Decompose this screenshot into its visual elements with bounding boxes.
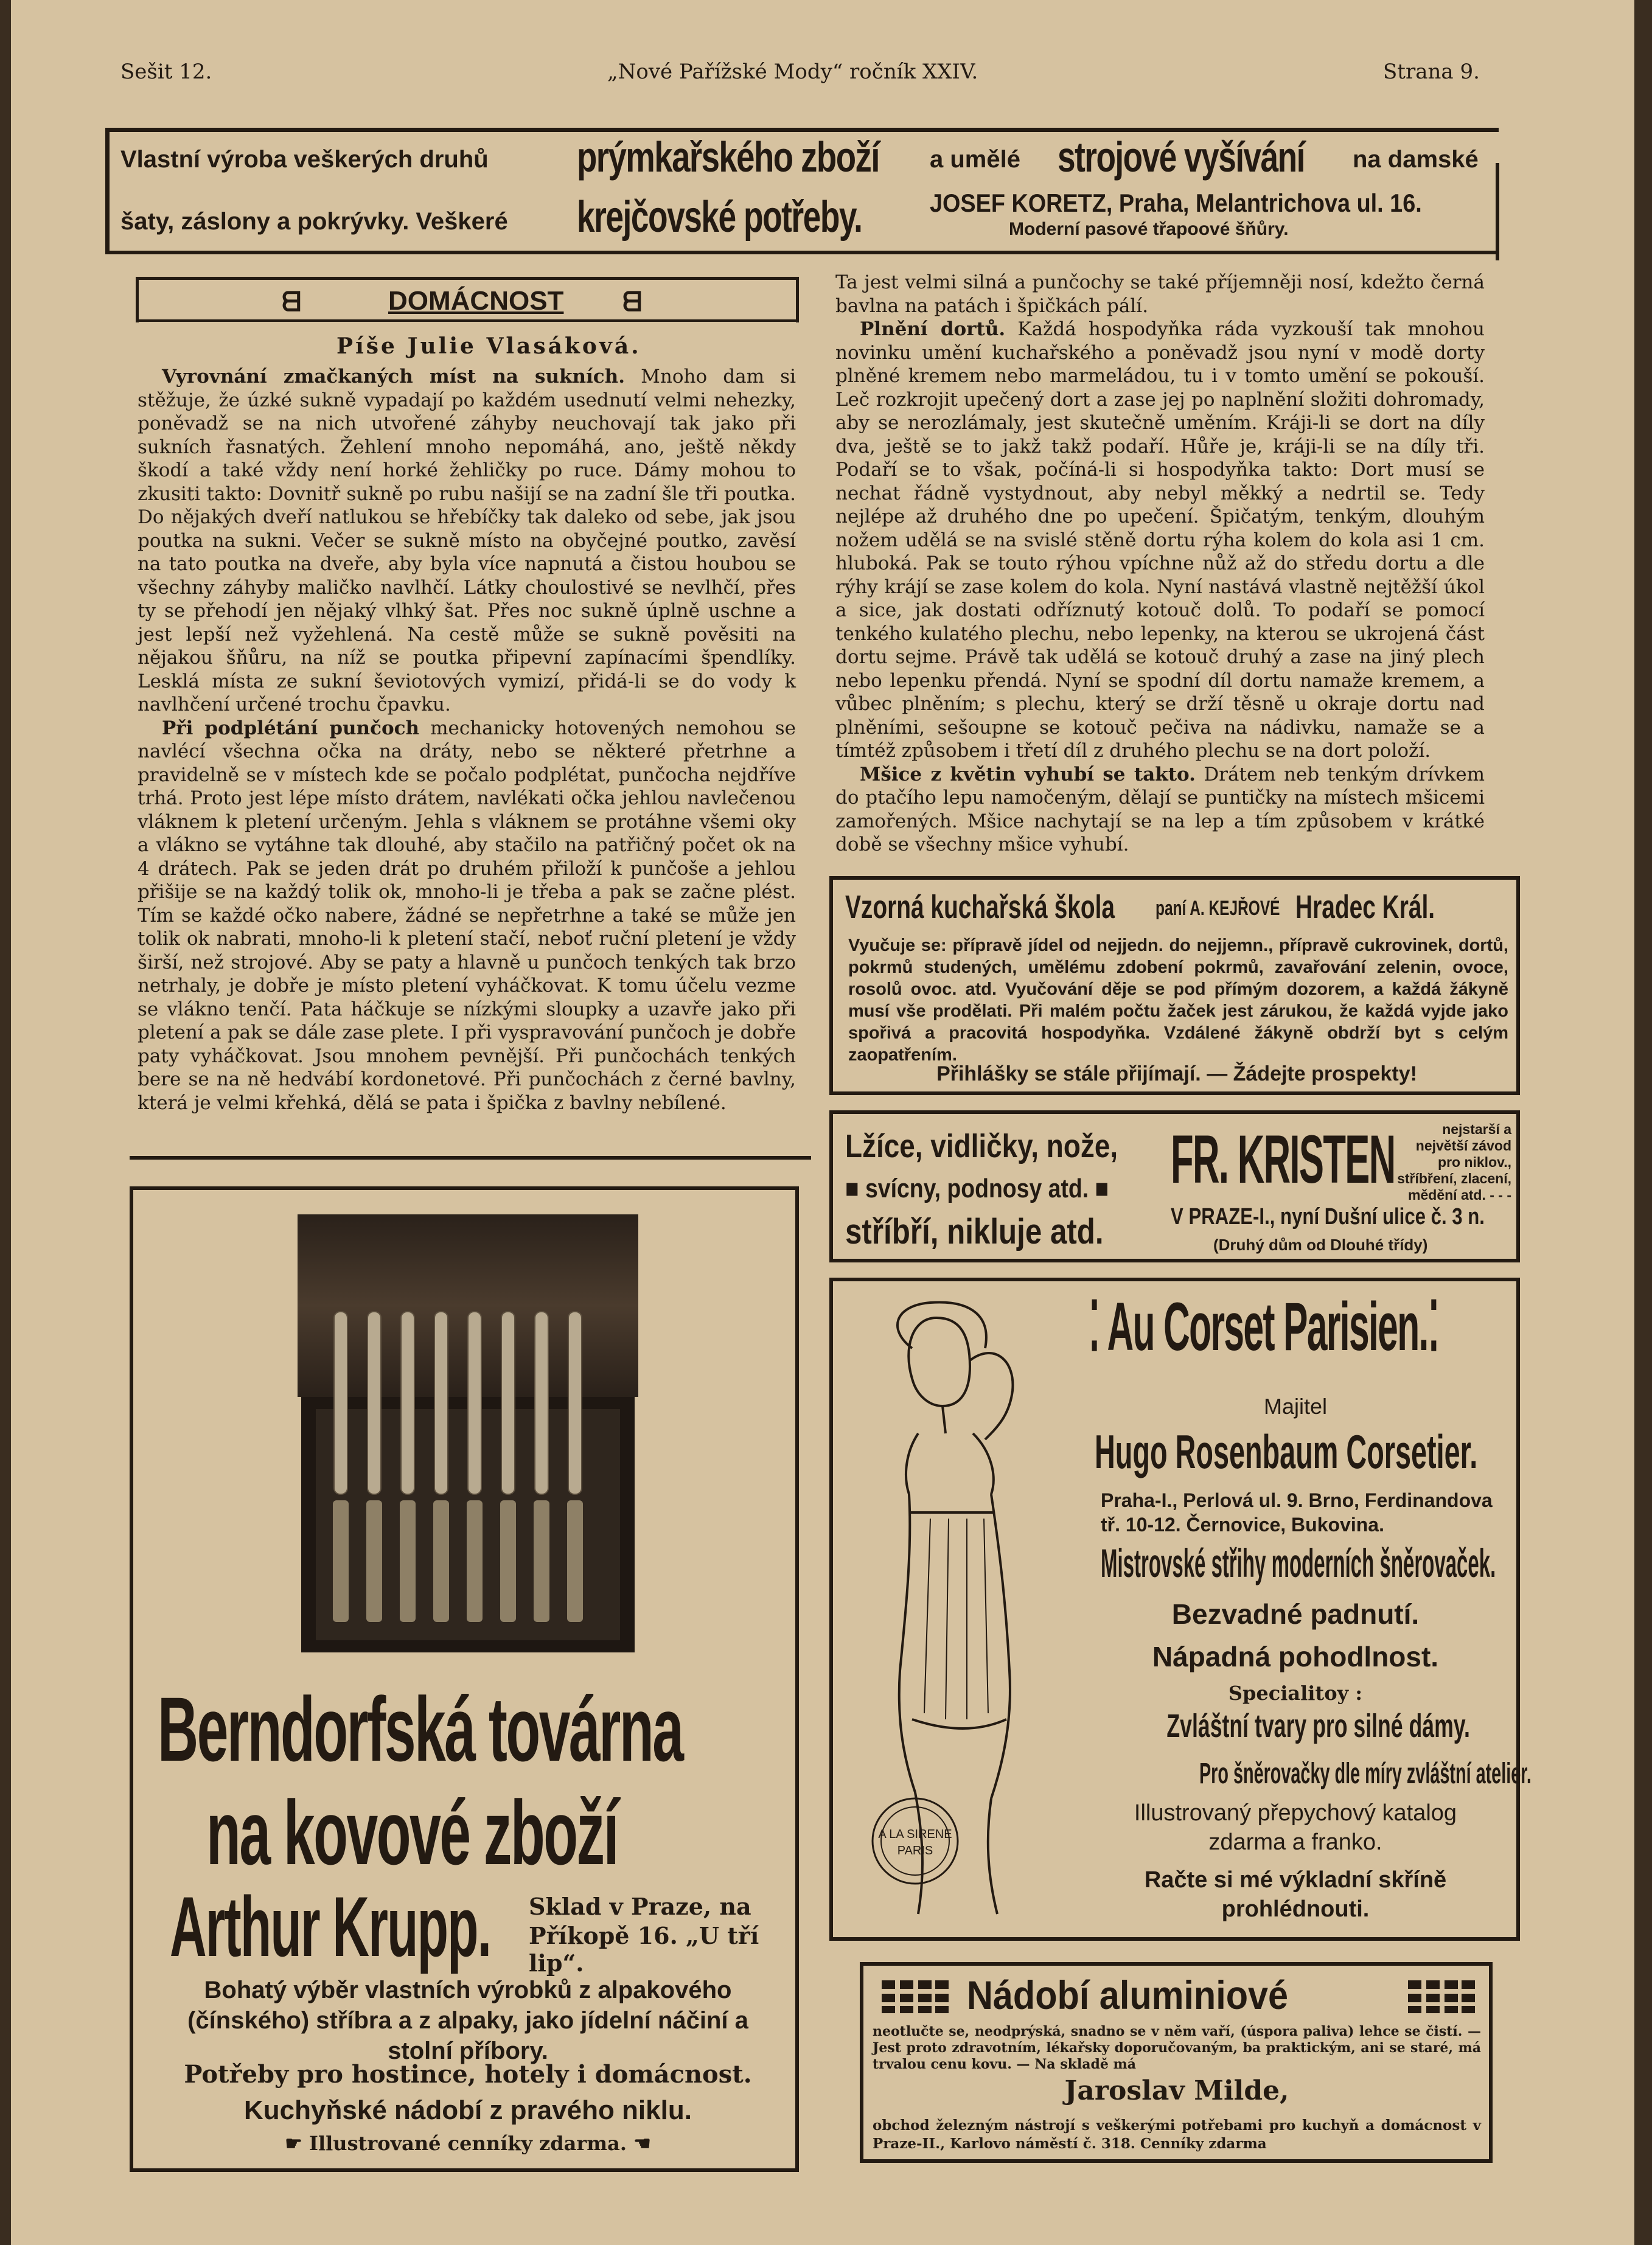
ad-top-headline: prýmkařského zboží bbox=[577, 133, 879, 181]
ad-corset-parisien bbox=[829, 1278, 1532, 1941]
pointing-hand-icon: ☚ bbox=[626, 2132, 651, 2155]
ad-kristen-address: V PRAZE-I., nyní Dušní ulice č. 3 n. bbox=[1171, 1204, 1485, 1230]
ad-berndorf-title: na kovové zboží bbox=[206, 1781, 618, 1884]
ad-berndorf bbox=[130, 1186, 799, 2172]
ad-kuchar-footer: Přihlášky se stále přijímají. — Žádejte prospekty! bbox=[936, 1062, 1417, 1085]
pointing-hand-icon: ☛ bbox=[285, 2132, 310, 2155]
ad-top-company: JOSEF KORETZ, Praha, Melantrichova ul. 16. bbox=[930, 189, 1422, 217]
ornament-icon bbox=[1408, 1978, 1475, 2017]
ad-kuchar-text: Vyučuje se: přípravě jídel od nejjedn. do nejjemn., přípravě cukrovinek, dortů, pokrmů studených, umělému zdobení pokrmů, zavařování zelenin, ovoce, rosolů ovoc. atd. Vyučování děje se pod přímým dozorem, a každá žákyně musí vše prodělati. Při malém počtu žaček jest zárukou, že každá vyjde jako spořivá a pracovitá hospodyňka. Vzdálené žákyně obdrží byt s celým zaopatřením. bbox=[848, 936, 1508, 1065]
paragraph: Mšice z květin vyhubí se takto. Drátem neb tenkým drívkem do ptačího lepu namočeným, dělají se puntičky na místech mšicemi zamořených. Mšice nachytají se na lep a tím způsobem v krátké době se všechny mšice vyhubí. bbox=[835, 763, 1485, 855]
paragraph: Vyrovnání zmačkaných míst na sukních. Mnoho dam si stěžuje, že úzké sukně vypadají po každém usednutí velmi nehezky, poněvadž se na nich utvořené záhyby neuchovají tak jako při sukních řasnatých. Žehlení mnoho nepomáhá, ano, ještě někdy škodí a také vždy není horké žehličky po ruce. Dámy mohou to zkusiti takto: Dovnitř sukně po rubu našijí se na zadní šle tři poutka. Do nějakých dveří natlukou se hřebíčky tak daleko od sebe, jak jsou poutka na sukni. Večer se sukně místo na obyčejné poutko, zavěsí na tato poutka na dveře, aby byla více napnutá a čistou houbou se všechny záhyby maličko navlhčí. Látky choulostivé se nevlhčí, přes ty se přehodí jen nějaký vlhký šat. Přes noc sukně úplně uschne a jest lepší než vyžehlená. Na cestě může se sukně pověsiti na nějakou šňůru, na níž se poutka připevní zapínacími špendlíky. Lesklá místa ze sukní ševiotových vymizí, přidá-li se do vody k navlhčení určené trochu čpavku. bbox=[138, 366, 796, 715]
ad-alu-name: Jaroslav Milde, bbox=[1064, 2075, 1289, 2106]
ad-corset-line: Mistrovské střihy moderních šněrovaček. bbox=[1101, 1540, 1496, 1585]
ad-kuchar-teacher: paní A. KEJŘOVÉ bbox=[1155, 897, 1280, 920]
ad-kristen-brand: FR. KRISTEN bbox=[1171, 1121, 1395, 1197]
header-center: „Nové Pařížské Mody“ ročník XXIV. bbox=[607, 60, 978, 84]
cutlery-case-image bbox=[298, 1214, 638, 1652]
ad-corset-line: Pro šněrovačky dle míry zvláštní atelier. bbox=[1199, 1758, 1532, 1790]
ad-top-text: šaty, záslony a pokrývky. Veškeré bbox=[120, 208, 508, 235]
ad-corset-owner-label: Majitel bbox=[1263, 1394, 1328, 1419]
ad-kristen-note: (Druhý dům od Dlouhé třídy) bbox=[1213, 1236, 1428, 1254]
header-left: Sešit 12. bbox=[120, 60, 212, 84]
ad-top-subline: Moderní pasové třapoové šňůry. bbox=[1009, 219, 1289, 239]
ad-berndorf-store: Příkopě 16. „U tří lip“. bbox=[529, 1922, 759, 1977]
divider bbox=[130, 1156, 811, 1160]
ad-corset-address: Praha-I., Perlová ul. 9. Brno, Ferdinandova tř. 10-12. Černovice, Bukovina. bbox=[1101, 1489, 1493, 1536]
article-right-column bbox=[835, 271, 1485, 857]
ad-corset-owner: Hugo Rosenbaum Corsetier. bbox=[1095, 1425, 1478, 1478]
ad-berndorf-store: Sklad v Praze, na bbox=[529, 1893, 751, 1920]
ad-nadobi-aluminiove bbox=[860, 1962, 1493, 2163]
ad-top-headline: strojové vyšívání bbox=[1058, 133, 1305, 181]
ad-berndorf-name: Arthur Krupp. bbox=[170, 1879, 491, 1974]
ad-kuchar-city: Hradec Král. bbox=[1295, 889, 1435, 925]
ad-alu-text: obchod železným nástrojí s veškerými potřebami pro kuchyň a domácnost v Praze-II., Karlovo náměstí č. 318. Cenníky zdarma bbox=[873, 2117, 1481, 2152]
ad-kucharska-skola bbox=[829, 876, 1520, 1095]
ad-berndorf-desc: Bohatý výběr vlastních výrobků z alpakového (čínského) stříbra a z alpaky, jako jídelní náčiní a stolní příbory. bbox=[187, 1977, 748, 2064]
newspaper-page bbox=[11, 0, 1634, 2245]
ad-corset-line: Specialitoy : bbox=[1228, 1682, 1363, 1705]
ad-kristen-line: Lžíce, vidličky, nože, bbox=[845, 1128, 1118, 1164]
ad-berndorf-line: Kuchyňské nádobí z pravého niklu. bbox=[244, 2095, 692, 2125]
ornament-icon bbox=[882, 1978, 949, 2017]
ad-berndorf-line: Potřeby pro hostince, hotely i domácnost. bbox=[184, 2060, 752, 2089]
paragraph: Ta jest velmi silná a punčochy se také příjemněji nosí, kdežto černá bavlna na patách i špičkách pálí. bbox=[835, 271, 1485, 317]
corset-seal-text: A LA SIRENE bbox=[878, 1828, 952, 1841]
ad-kristen-line: stříbří, nikluje atd. bbox=[845, 1212, 1104, 1251]
ad-top-text: a umělé bbox=[930, 146, 1020, 173]
ad-top-text: Vlastní výroba veškerých druhů bbox=[120, 146, 489, 173]
article-author: Píše Julie Vlasáková. bbox=[336, 333, 641, 359]
corset-lady-illustration bbox=[845, 1293, 1076, 1926]
ad-corset-line: Illustrovaný přepychový katalog zdarma a franko. bbox=[1134, 1800, 1457, 1855]
ad-corset-line: Nápadná pohodlnost. bbox=[1152, 1641, 1439, 1672]
ad-alu-text: neotlučte se, neodprýská, snadno se v něm vaří, (úspora paliva) lehce se čistí. — Jest proto zdravotním, lékařsky doporučovaným, ba praktickým, ani se staré, má trvalou cenu kovu. — Na skladě má bbox=[873, 2024, 1481, 2072]
ornament-icon: ᗺ bbox=[282, 287, 301, 317]
ad-berndorf-title: Berndorfská továrna bbox=[158, 1678, 683, 1780]
header-right: Strana 9. bbox=[1383, 60, 1480, 84]
paragraph: Při podplétání punčoch mechanicky hotovených nemohou se navlécí všechna očka na dráty, nebo se některé přetrhne a pravidelně se v místech kde se počalo podplétat, punčocha nejdříve trhá. Proto jest lépe místo drátem, navlékati očka jehlou navlečenou vláknem k pletení určeným. Jehla s vláknem se protáhne všemi oky a vlákno se vytáhne tak dlouhé, aby stačilo na patřičný počet ok na 4 drátech. Pak se jeden drát po druhém přiloží k punčoše a jehlou přišije se na každý tolik ok, mnoho-li je třeba a pak se začne plést. Tím se každé očko nabere, žádné se nepřetrhne a také se může jen tolik ok nabrati, mnoho-li k pletení stačí, neboť ruční pletení je vždy širší, než strojové. Aby se paty a hlavně u punčoch tenkých tak brzo netrhaly, je dobře je místo pletení vyháčkovat. K tomu účelu vezme se vlákno tenčí. Pata háčkuje se nízkými sloupky a uzavře jako při pletení a pak se dále zase plete. I při vyspravování punčoch je dobře paty vyháčkovat. Jsou mnohem pevnější. Při punčochách tenkých bere se na ně hedvábí kordonetové. Při punčochách z černé bavlny, která je velmi křehká, dělá se pata i špička z bavlny nebílené. bbox=[138, 717, 796, 1114]
ornament-icon: ᗺ bbox=[622, 287, 642, 317]
ad-top-text: na damské bbox=[1353, 146, 1479, 173]
ad-kristen-side: nejstarší a největší závod pro niklov., stříbření, zlacení, mědění atd. - - - bbox=[1397, 1121, 1511, 1203]
ad-corset-title: ⁚ Au Corset Parisien.⁚ bbox=[1089, 1289, 1439, 1365]
paragraph: Plnění dortů. Každá hospodyňka ráda vyzkouší tak mnohou novinku umění kuchařského a poněvadž jsou nyní v modě dorty plněné kremem nebo marmeládou, tu i v tomto umění se pokouší. Leč rozkrojit upečený dort a zase jej po naplnění složiti dohromady, aby se nerozlámaly, jest skutečně uměním. Kráji-li se dort na díly dva, ještě se to jakž takž podaří. Hůře je, kráji-li se na díly tři. Podaří se to však, počíná-li si hospodyňka takto: Dort musí se nechat řádně vystydnout, aby nebyl měkký a nedrtil se. Tedy nejlépe až druhého dne po upečení. Špičatým, tenkým, dlouhým nožem udělá se na svislé stěně dortu rýha kolem do kola asi 1 cm. hluboká. Pak se touto rýhou vpíchne nůž až do středu dortu a dle rýhy krájí se zase kolem do kola. Nyní nastává vlastně nejtěžší úkol a sice, jak dostati odříznutý kotouč dolů. To podaří se pomocí tenkého kulatého plechu, nebo lepenky, na kterou se ukrojená část dortu sejme. Právě tak udělá se kotouč druhý a zase na jiný plech nebo lepenku přendá. Nyní se spodní díl dortu namaže kremem, a vůbec plněním; s plechu, který se drží těsně u okraje dortu nad plněními, sešoupne se kotouč pečiva na nádivku, namaže se a tímtéž způsobem i třetí díl z druhého plechu se na dort položí. bbox=[835, 318, 1485, 762]
ad-corset-line: Račte si mé výkladní skříně prohlédnouti. bbox=[1144, 1867, 1447, 1922]
ad-alu-title: Nádobí aluminiové bbox=[967, 1972, 1289, 2017]
ad-kristen-line: ■ svícny, podnosy atd. ■ bbox=[845, 1174, 1109, 1203]
ad-kristen bbox=[829, 1110, 1520, 1262]
ad-top-headline: krejčovské potřeby. bbox=[577, 193, 862, 242]
ad-kuchar-title: Vzorná kuchařská škola bbox=[845, 889, 1115, 925]
corset-seal-text: PARIS bbox=[897, 1844, 933, 1857]
ad-berndorf-line: ☛ Illustrované cenníky zdarma. ☚ bbox=[285, 2132, 651, 2155]
article-left-column bbox=[138, 365, 796, 1115]
ad-corset-line: Bezvadné padnutí. bbox=[1171, 1598, 1420, 1630]
section-title: DOMÁCNOST bbox=[388, 286, 564, 316]
ad-corset-line: Zvláštní tvary pro silné dámy. bbox=[1166, 1708, 1470, 1744]
